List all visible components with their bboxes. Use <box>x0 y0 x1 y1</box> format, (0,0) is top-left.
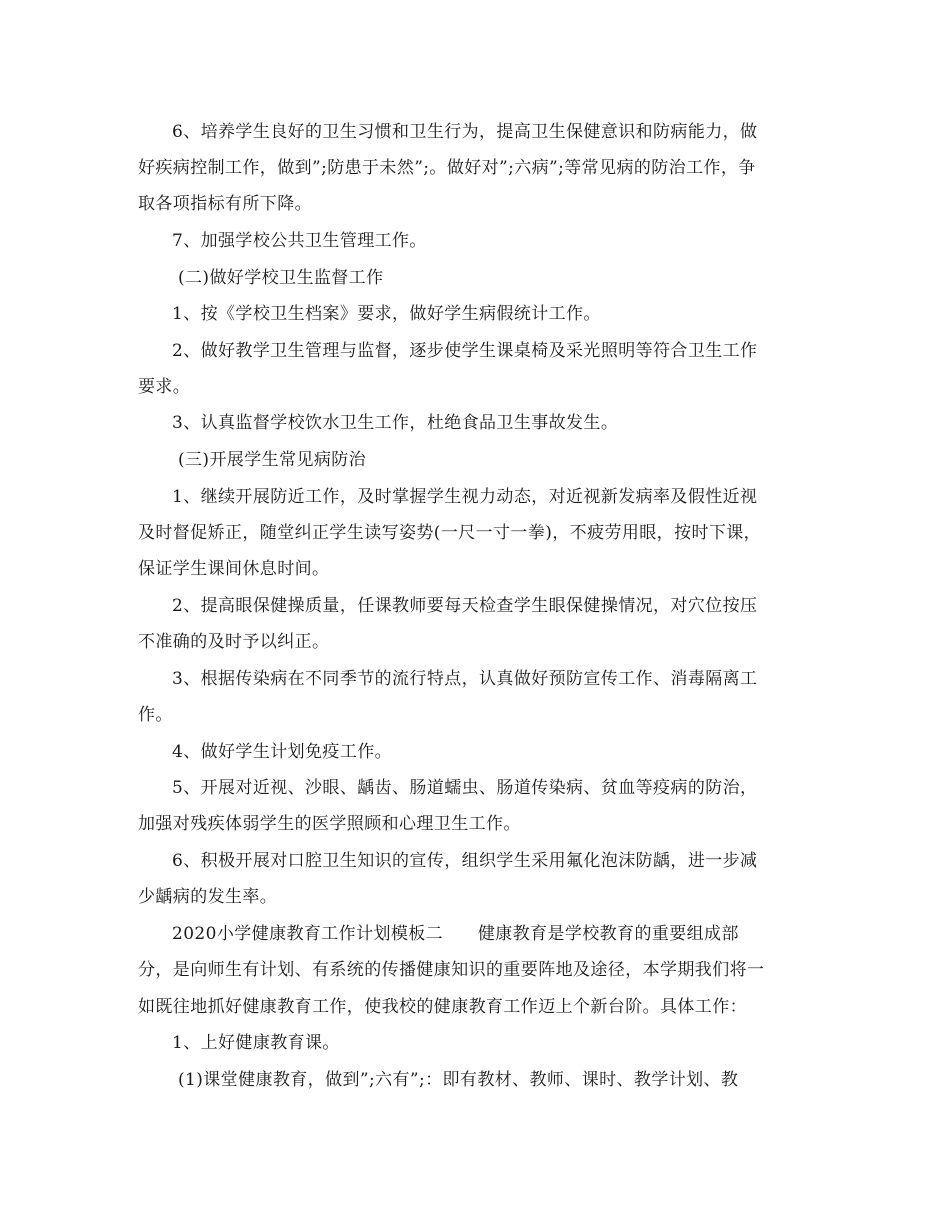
text-line: 1、按《学校卫生档案》要求，做好学生病假统计工作。 <box>172 304 601 324</box>
text-line: 3、认真监督学校饮水卫生工作，杜绝食品卫生事故发生。 <box>172 413 619 433</box>
text-line: 作。 <box>138 705 173 725</box>
text-line: 如既往地抓好健康教育工作，使我校的健康教育工作迈上个新台阶。具体工作： <box>138 997 747 1017</box>
text-line: 及时督促矫正，随堂纠正学生读写姿势(一尺一寸一拳)，不疲劳用眼，按时下课， <box>138 523 762 543</box>
text-line: (1)课堂健康教育，做到”;六有”;：即有教材、教师、课时、教学计划、教 <box>178 1070 739 1090</box>
text-line: 2、做好教学卫生管理与监督，逐步使学生课桌椅及采光照明等符合卫生工作 <box>172 341 758 361</box>
section-heading: (二)做好学校卫生监督工作 <box>178 268 384 288</box>
text-line: 6、积极开展对口腔卫生知识的宣传，组织学生采用氟化泡沫防龋，进一步减 <box>172 851 758 871</box>
text-line: 6、培养学生良好的卫生习惯和卫生行为，提高卫生保健意识和防病能力，做 <box>172 122 758 142</box>
text-line: 保证学生课间休息时间。 <box>138 559 330 579</box>
text-line: 少龋病的发生率。 <box>138 887 278 907</box>
text-line: 不准确的及时予以纠正。 <box>138 632 330 652</box>
text-line: 3、根据传染病在不同季节的流行特点，认真做好预防宣传工作、消毒隔离工 <box>172 669 758 689</box>
text-line: 7、加强学校公共卫生管理工作。 <box>172 231 427 251</box>
section-heading: (三)开展学生常见病防治 <box>178 450 367 470</box>
text-line: 1、上好健康教育课。 <box>172 1033 340 1053</box>
text-line: 2020小学健康教育工作计划模板二 健康教育是学校教育的重要组成部 <box>172 924 739 944</box>
text-line: 加强对残疾体弱学生的医学照顾和心理卫生工作。 <box>138 814 521 834</box>
text-line: 1、继续开展防近工作，及时掌握学生视力动态，对近视新发病率及假性近视 <box>172 487 758 507</box>
text-line: 分，是向师生有计划、有系统的传播健康知识的重要阵地及途径，本学期我们将一 <box>138 960 765 980</box>
text-line: 5、开展对近视、沙眼、龋齿、肠道蠕虫、肠道传染病、贫血等疫病的防治， <box>172 778 758 798</box>
text-line: 好疾病控制工作，做到”;防患于未然”;。做好对”;六病”;等常见病的防治工作，争 <box>138 158 756 178</box>
text-line: 取各项指标有所下降。 <box>138 194 312 214</box>
text-line: 要求。 <box>138 377 191 397</box>
text-line: 2、提高眼保健操质量，任课教师要每天检查学生眼保健操情况，对穴位按压 <box>172 596 758 616</box>
text-line: 4、做好学生计划免疫工作。 <box>172 742 393 762</box>
